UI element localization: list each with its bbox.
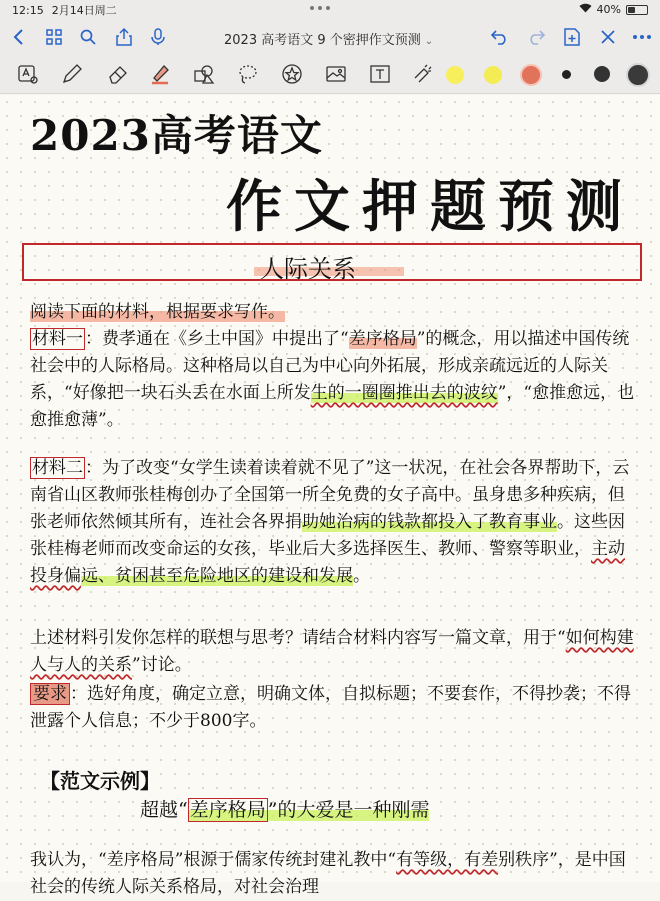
material-two-label: 材料二 [32,458,83,478]
sample-heading-text: 【范文示例】 [40,769,160,793]
topic-box [22,243,642,281]
task-paragraph [30,625,640,679]
highlighter-icon[interactable] [148,62,172,86]
more-icon[interactable] [632,27,652,47]
material-two-text-b: 。这些因张桂梅老师而改变命运的女孩，毕业后大多选择医生、教师、警察等职业， [30,512,625,559]
material-two-text-c: 。 [353,566,370,586]
sample-title-a: 超越“ [140,799,188,821]
task-wavy: 如何构建人与人的关系 [30,628,634,675]
sticker-icon[interactable] [280,62,304,86]
requirements-label: 要求 [30,683,70,705]
color-swatch-coral[interactable] [520,64,542,86]
close-icon[interactable] [598,27,618,47]
sample-body-a: 我认为，“差序格局”根源于儒家传统封建礼教中“ [30,850,397,870]
sample-body [30,847,640,901]
sample-body-wavy: 有等级，有差 [396,850,499,870]
sample-title [140,795,429,822]
image-icon[interactable] [324,62,348,86]
laser-icon[interactable] [410,62,434,86]
intro-line [30,299,640,326]
requirements-text: ：选好角度，确定立意，明确文体，自拟标题；不要套作，不得抄袭；不得泄露个人信息；不少于800字。 [30,684,631,731]
color-swatch-yellow[interactable] [446,66,464,84]
sample-title-term: 差序格局 [189,799,266,821]
material-two-text-a: ：为了改变“女学生读着读着就不见了”这一状况，在社会各界帮助下，云南省山区教师张桂梅创办了全国第一所全免费的女子高中。虽身患多种疾病，但张老师依然倾其所有，连社会各界捐 [30,458,630,532]
lasso-text-icon[interactable] [16,62,40,86]
shapes-icon[interactable] [192,62,216,86]
notebook-page[interactable] [0,95,660,897]
eraser-icon[interactable] [106,62,130,86]
lasso-icon[interactable] [236,62,260,86]
status-time: 12:15 [12,3,44,17]
share-icon[interactable] [114,27,134,47]
status-date: 2月14日周二 [51,4,117,17]
redo-icon[interactable] [526,27,546,47]
status-bar [0,0,660,20]
material-one [30,326,640,434]
undo-icon[interactable] [490,27,510,47]
multitasking-dots[interactable] [310,6,330,10]
stroke-size-large[interactable] [626,63,650,87]
material-one-label: 材料一 [32,329,83,349]
battery-percent: 40% [596,3,621,16]
intro-text: 阅读下面的材料，根据要求写作。 [30,302,285,322]
material-one-wavy: 生的一圈圈推出去的波纹 [310,383,498,403]
material-one-text-c: ”，“愈推愈远，也愈推愈薄”。 [30,383,635,430]
material-two-highlight: 助她治病的钱款都投入了教育事业 [302,512,557,532]
title-line-1: 2023高考语文 [30,111,323,160]
stroke-size-medium[interactable] [594,66,610,82]
material-two-wavy: 主动投身偏 [30,539,625,586]
wifi-icon [579,3,592,16]
back-icon[interactable] [8,27,28,47]
topic-title: 人际关系 [260,255,356,283]
chevron-down-icon: ⌄ [424,36,434,47]
text-box-icon[interactable] [368,62,392,86]
color-swatch-yellow-light[interactable] [484,66,502,84]
requirements [30,681,640,735]
task-text-b: ”讨论。 [132,655,192,675]
search-icon[interactable] [78,27,98,47]
task-text-a: 上述材料引发你怎样的联想与思考？请结合材料内容写一篇文章，用于“ [30,628,566,648]
sample-heading [40,765,160,794]
document-title[interactable]: 2023 高考语文 9 个密押作文预测 ⌄ [224,33,434,48]
pen-icon[interactable] [60,62,84,86]
material-two-highlight-2: 远、贫困甚至危险地区的建设和发展 [81,566,353,586]
add-page-icon[interactable] [562,27,582,47]
stroke-size-small[interactable] [562,70,571,79]
drawing-toolbar [0,54,660,94]
material-one-text-b: ”的概念，用以描述中国传统社会中的人际格局。这种格局以自己为中心向外拓展，形成亲疏远近的人际关系，“好像把一块石头丢在水面上所发 [30,329,630,403]
title-line-2: 作文押题预测 [226,174,634,240]
mic-icon[interactable] [148,27,168,47]
term-highlight: 差序格局 [348,329,417,349]
navigation-bar [0,20,660,54]
material-one-text-a: ：费孝通在《乡土中国》中提出了“ [85,329,349,349]
sample-body-b: 别秩序”，是中国社会的传统人际关系格局，对社会治理 [30,850,626,897]
sample-title-b: ”的大爱是一种刚需 [267,799,430,821]
battery-icon [626,5,648,15]
grid-icon[interactable] [44,27,64,47]
material-two [30,455,640,590]
